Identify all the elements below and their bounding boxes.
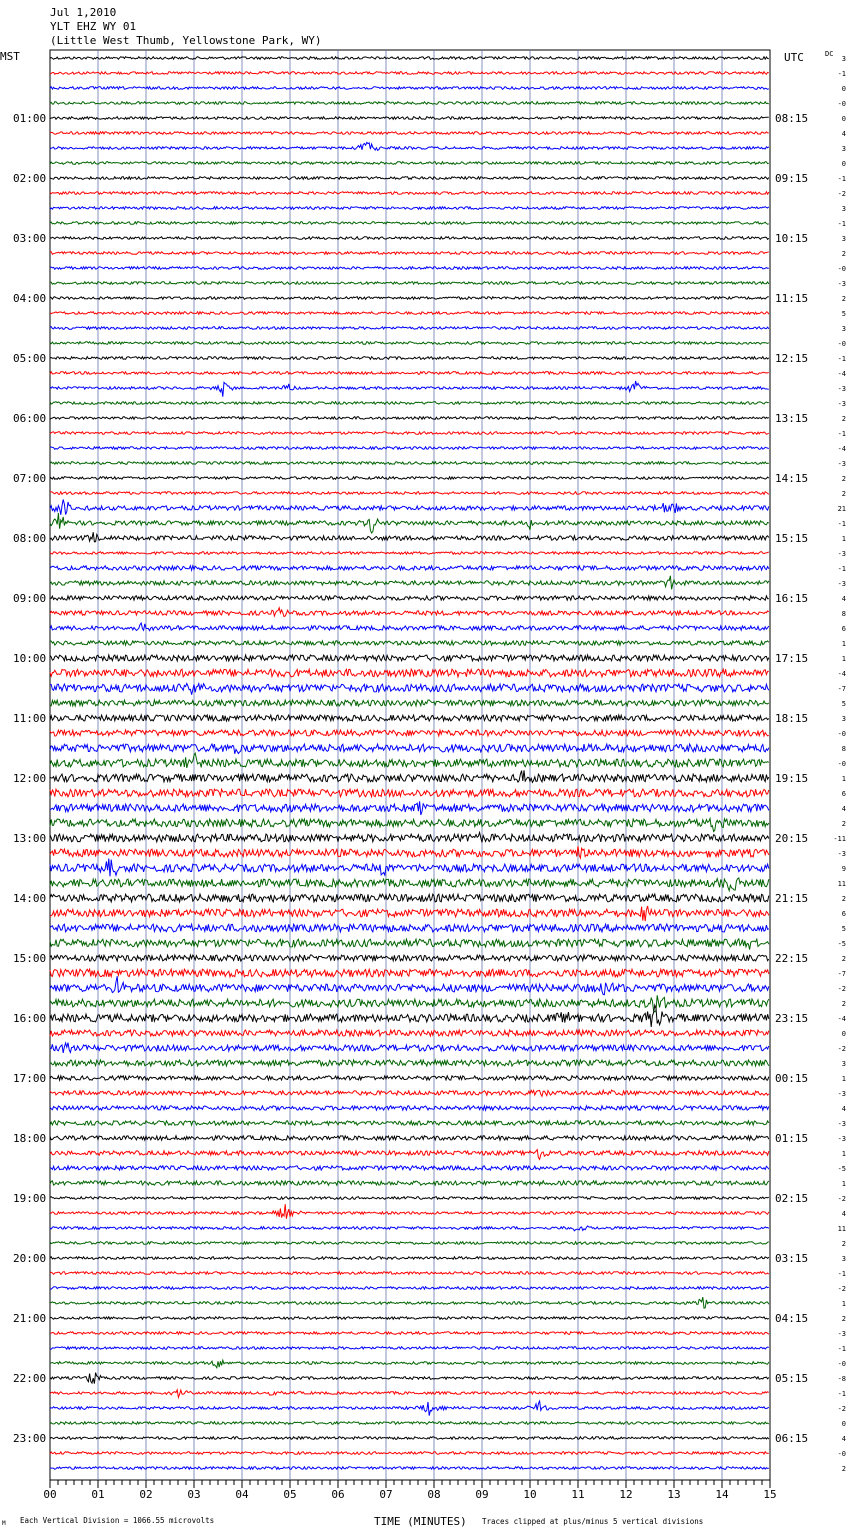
dc-offset-label: 1 [841, 640, 846, 648]
seismic-trace [50, 1422, 769, 1425]
utc-hour-label: 09:15 [775, 172, 809, 185]
x-tick-label: 13 [667, 1488, 681, 1501]
seismic-trace [50, 1060, 769, 1066]
seismic-trace [50, 859, 769, 877]
dc-offset-label: -0 [837, 100, 846, 108]
dc-offset-label: -8 [837, 1375, 846, 1383]
footer-scale: Each Vertical Division = 1066.55 microvolts [20, 1516, 215, 1525]
mst-hour-label: 09:00 [13, 592, 47, 605]
seismic-trace [50, 267, 769, 270]
seismic-trace [50, 117, 769, 120]
seismic-trace [50, 402, 769, 405]
dc-offset-label: 3 [841, 205, 846, 213]
mst-hour-label: 02:00 [13, 172, 47, 185]
seismic-trace [50, 142, 769, 150]
utc-hour-label: 05:15 [775, 1372, 809, 1385]
mst-hour-label: 23:00 [13, 1432, 47, 1445]
seismic-trace [50, 1005, 769, 1027]
utc-hour-label: 08:15 [775, 112, 809, 125]
mst-hour-label: 05:00 [13, 352, 47, 365]
dc-offset-label: 3 [841, 1255, 846, 1263]
utc-hour-label: 14:15 [775, 472, 809, 485]
dc-offset-label: 2 [841, 895, 846, 903]
seismic-trace [50, 207, 769, 210]
dc-offset-label: 4 [841, 805, 846, 813]
dc-offset-label: -0 [837, 265, 846, 273]
dc-offset-label: -4 [837, 1015, 846, 1023]
dc-offset-label: 0 [841, 1420, 846, 1428]
dc-offset-label: -3 [837, 1330, 846, 1338]
mst-hour-label: 04:00 [13, 292, 47, 305]
seismic-trace [50, 995, 769, 1012]
seismic-trace [50, 252, 769, 255]
mst-hour-label: 08:00 [13, 532, 47, 545]
dc-offset-label: -3 [837, 550, 846, 558]
seismic-trace [50, 1043, 769, 1053]
seismic-trace [50, 924, 769, 932]
seismic-trace [50, 342, 769, 345]
seismic-trace [50, 683, 769, 694]
dc-offset-label: -1 [837, 520, 846, 528]
seismic-trace [50, 500, 769, 515]
dc-offset-label: 2 [841, 490, 846, 498]
utc-hour-label: 17:15 [775, 652, 809, 665]
dc-offset-label: -0 [837, 760, 846, 768]
x-tick-label: 02 [139, 1488, 153, 1501]
mst-hour-label: 03:00 [13, 232, 47, 245]
mst-hour-label: 22:00 [13, 1372, 47, 1385]
x-tick-label: 14 [715, 1488, 729, 1501]
seismic-trace [50, 1467, 769, 1470]
mst-hour-label: 07:00 [13, 472, 47, 485]
utc-hour-label: 04:15 [775, 1312, 809, 1325]
seismic-trace [50, 700, 769, 706]
dc-offset-label: -0 [837, 1360, 846, 1368]
mst-hour-label: 10:00 [13, 652, 47, 665]
dc-offset-label: -5 [837, 1165, 846, 1173]
seismic-trace [50, 552, 769, 555]
dc-offset-label: -3 [837, 580, 846, 588]
mst-hour-label: 12:00 [13, 772, 47, 785]
mst-hour-label: 18:00 [13, 1132, 47, 1145]
seismic-trace [50, 576, 769, 590]
dc-label: DC [825, 50, 834, 58]
seismic-trace [50, 1347, 769, 1350]
seismic-trace [50, 1150, 769, 1160]
footer-clip-note: Traces clipped at plus/minus 5 vertical divisions [482, 1517, 704, 1526]
dc-offset-label: 2 [841, 955, 846, 963]
dc-offset-label: 11 [837, 880, 846, 888]
dc-offset-label: -3 [837, 280, 846, 288]
seismic-trace [50, 1437, 769, 1440]
right-axis-label: UTC [784, 51, 804, 64]
dc-offset-label: 1 [841, 535, 846, 543]
dc-offset-label: 2 [841, 475, 846, 483]
seismic-trace [50, 102, 769, 105]
seismic-trace [50, 801, 769, 815]
dc-offset-label: 4 [841, 595, 846, 603]
seismic-trace [50, 1360, 769, 1368]
utc-hour-label: 15:15 [775, 532, 809, 545]
dc-offset-label: -2 [837, 1195, 846, 1203]
seismic-trace [50, 1136, 769, 1140]
seismic-trace [50, 1272, 769, 1275]
utc-hour-label: 11:15 [775, 292, 809, 305]
dc-offset-label: 2 [841, 1000, 846, 1008]
x-tick-label: 04 [235, 1488, 249, 1501]
seismic-trace [50, 608, 769, 617]
dc-offset-label: -0 [837, 1450, 846, 1458]
utc-hour-label: 20:15 [775, 832, 809, 845]
seismic-trace [50, 669, 769, 677]
dc-offset-label: 2 [841, 1315, 846, 1323]
dc-offset-label: -1 [837, 1270, 846, 1278]
seismic-trace [50, 744, 769, 754]
utc-hour-label: 23:15 [775, 1012, 809, 1025]
seismic-trace [50, 1106, 769, 1110]
dc-offset-label: 3 [841, 55, 846, 63]
mst-hour-label: 15:00 [13, 952, 47, 965]
utc-hour-label: 13:15 [775, 412, 809, 425]
dc-offset-label: 4 [841, 1210, 846, 1218]
x-tick-label: 12 [619, 1488, 633, 1501]
utc-hour-label: 22:15 [775, 952, 809, 965]
x-tick-label: 10 [523, 1488, 537, 1501]
dc-offset-label: -3 [837, 400, 846, 408]
dc-offset-label: 6 [841, 625, 846, 633]
dc-offset-label: -1 [837, 1345, 846, 1353]
dc-offset-label: 0 [841, 160, 846, 168]
dc-offset-label: 21 [837, 505, 846, 513]
mst-hour-label: 16:00 [13, 1012, 47, 1025]
seismic-trace [50, 753, 769, 768]
dc-offset-label: -1 [837, 1390, 846, 1398]
dc-offset-label: -3 [837, 385, 846, 393]
dc-offset-label: -3 [837, 1135, 846, 1143]
seismic-trace [50, 976, 769, 995]
dc-offset-label: 5 [841, 925, 846, 933]
seismic-trace [50, 162, 769, 165]
seismic-trace [50, 1204, 769, 1219]
seismic-trace [50, 655, 769, 661]
header-date: Jul 1,2010 [50, 6, 117, 19]
dc-offset-label: -0 [837, 340, 846, 348]
mst-hour-label: 13:00 [13, 832, 47, 845]
seismic-trace [50, 1332, 769, 1335]
dc-offset-label: 3 [841, 325, 846, 333]
seismic-trace [50, 730, 769, 736]
utc-hour-label: 06:15 [775, 1432, 809, 1445]
dc-offset-label: 8 [841, 745, 846, 753]
seismic-trace [50, 906, 769, 921]
seismic-trace [50, 832, 769, 842]
dc-offset-label: -5 [837, 940, 846, 948]
x-tick-label: 06 [331, 1488, 345, 1501]
dc-offset-label: 1 [841, 1075, 846, 1083]
dc-offset-label: -3 [837, 460, 846, 468]
x-tick-label: 15 [763, 1488, 777, 1501]
left-axis-label: MST [0, 50, 20, 63]
seismic-trace [50, 1181, 769, 1185]
mst-hour-label: 06:00 [13, 412, 47, 425]
dc-offset-label: 3 [841, 145, 846, 153]
dc-offset-label: -2 [837, 1045, 846, 1053]
dc-offset-label: -7 [837, 685, 846, 693]
dc-offset-label: 2 [841, 415, 846, 423]
dc-offset-label: 3 [841, 235, 846, 243]
x-tick-label: 03 [187, 1488, 201, 1501]
seismic-trace [50, 177, 769, 180]
dc-offset-label: 5 [841, 310, 846, 318]
seismic-trace [50, 818, 769, 831]
traces [50, 57, 769, 1470]
seismic-trace [50, 641, 769, 645]
seismic-trace [50, 357, 769, 360]
seismic-trace [50, 1297, 769, 1308]
seismic-trace [50, 715, 769, 721]
seismic-trace [50, 596, 769, 600]
dc-offset-label: 4 [841, 130, 846, 138]
seismic-trace [50, 878, 769, 891]
dc-offset-label: -11 [833, 835, 846, 843]
seismic-trace [50, 1030, 769, 1036]
dc-offset-label: -1 [837, 565, 846, 573]
seismic-trace [50, 846, 769, 858]
dc-offset-label: 11 [837, 1225, 846, 1233]
x-axis-title: TIME (MINUTES) [374, 1515, 467, 1528]
dc-offset-label: -2 [837, 190, 846, 198]
x-tick-label: 05 [283, 1488, 297, 1501]
seismic-trace [50, 939, 769, 950]
dc-offset-label: 3 [841, 715, 846, 723]
dc-offset-label: 2 [841, 250, 846, 258]
utc-hour-label: 03:15 [775, 1252, 809, 1265]
seismic-trace [50, 623, 769, 631]
seismic-trace [50, 57, 769, 60]
x-axis [43, 1480, 776, 1501]
mst-hour-label: 01:00 [13, 112, 47, 125]
x-tick-label: 00 [43, 1488, 57, 1501]
header-location: (Little West Thumb, Yellowstone Park, WY) [50, 34, 322, 47]
seismic-trace [50, 1257, 769, 1260]
x-tick-label: 09 [475, 1488, 489, 1501]
dc-offset-label: 1 [841, 1300, 846, 1308]
seismic-trace [50, 1121, 769, 1125]
seismic-trace [50, 1166, 769, 1170]
seismic-trace [50, 566, 769, 570]
dc-offset-label: -4 [837, 445, 846, 453]
utc-hour-label: 21:15 [775, 892, 809, 905]
dc-offset-label: -0 [837, 730, 846, 738]
mst-hour-label: 21:00 [13, 1312, 47, 1325]
dc-offset-label: -3 [837, 1120, 846, 1128]
seismic-trace [50, 1373, 769, 1384]
x-tick-label: 11 [571, 1488, 585, 1501]
seismic-trace [50, 969, 769, 977]
dc-offset-label: 2 [841, 1240, 846, 1248]
seismic-trace [50, 1317, 769, 1320]
seismic-trace [50, 1401, 769, 1416]
utc-hour-label: 00:15 [775, 1072, 809, 1085]
seismic-trace [50, 1452, 769, 1455]
dc-offset-label: 6 [841, 910, 846, 918]
seismic-trace [50, 297, 769, 300]
x-tick-label: 01 [91, 1488, 105, 1501]
dc-offset-label: -3 [837, 1090, 846, 1098]
utc-hour-label: 19:15 [775, 772, 809, 785]
dc-offset-label: 5 [841, 700, 846, 708]
seismic-trace [50, 282, 769, 285]
dc-offset-label: -4 [837, 670, 846, 678]
seismic-trace [50, 1197, 769, 1200]
dc-offset-label: 1 [841, 655, 846, 663]
seismic-trace [50, 1287, 769, 1290]
seismic-trace [50, 955, 769, 961]
dc-offset-label: -2 [837, 1405, 846, 1413]
dc-offset-label: 1 [841, 1150, 846, 1158]
footer-corner: M [2, 1520, 6, 1527]
seismic-trace [50, 1076, 769, 1080]
seismic-trace [50, 72, 769, 75]
dc-offset-label: 6 [841, 790, 846, 798]
dc-offset-label: -1 [837, 430, 846, 438]
mst-hour-label: 11:00 [13, 712, 47, 725]
dc-offset-label: -1 [837, 70, 846, 78]
utc-hour-label: 10:15 [775, 232, 809, 245]
seismic-trace [50, 462, 769, 465]
seismic-trace [50, 1390, 769, 1398]
dc-offset-label: 0 [841, 115, 846, 123]
seismic-trace [50, 492, 769, 495]
dc-offset-label: 4 [841, 1105, 846, 1113]
dc-offset-label: 0 [841, 1030, 846, 1038]
utc-hour-label: 18:15 [775, 712, 809, 725]
seismic-trace [50, 417, 769, 420]
dc-offset-label: -2 [837, 985, 846, 993]
dc-offset-label: 2 [841, 820, 846, 828]
dc-offset-label: 1 [841, 1180, 846, 1188]
seismic-trace [50, 381, 769, 397]
x-tick-label: 07 [379, 1488, 393, 1501]
dc-offset-label: 1 [841, 775, 846, 783]
header-station: YLT EHZ WY 01 [50, 20, 137, 33]
dc-offset-label: -4 [837, 370, 846, 378]
seismic-trace [50, 447, 769, 450]
utc-hour-label: 01:15 [775, 1132, 809, 1145]
seismic-trace [50, 1242, 769, 1245]
seismic-trace [50, 789, 769, 797]
dc-offset-label: 3 [841, 1060, 846, 1068]
utc-hour-label: 16:15 [775, 592, 809, 605]
seismic-trace [50, 770, 769, 782]
dc-offset-label: 8 [841, 610, 846, 618]
dc-offset-label: 0 [841, 85, 846, 93]
utc-hour-label: 02:15 [775, 1192, 809, 1205]
seismic-trace [50, 312, 769, 315]
seismic-trace [50, 894, 769, 902]
seismic-trace [50, 513, 769, 533]
dc-offset-label: -7 [837, 970, 846, 978]
dc-offset-label: -3 [837, 850, 846, 858]
seismic-trace [50, 237, 769, 240]
mst-hour-label: 19:00 [13, 1192, 47, 1205]
seismic-trace [50, 1226, 769, 1231]
dc-offset-label: 9 [841, 865, 846, 873]
seismic-trace [50, 432, 769, 435]
seismic-trace [50, 372, 769, 375]
dc-offset-label: 4 [841, 1435, 846, 1443]
dc-offset-label: -1 [837, 175, 846, 183]
mst-hour-label: 14:00 [13, 892, 47, 905]
seismic-trace [50, 477, 769, 480]
dc-offset-label: -1 [837, 355, 846, 363]
mst-hour-label: 17:00 [13, 1072, 47, 1085]
dc-offset-label: 2 [841, 1465, 846, 1473]
dc-offset-label: 2 [841, 295, 846, 303]
x-tick-label: 08 [427, 1488, 441, 1501]
utc-hour-label: 12:15 [775, 352, 809, 365]
seismic-trace [50, 1090, 769, 1096]
seismic-trace [50, 192, 769, 195]
seismic-trace [50, 222, 769, 225]
seismic-trace [50, 132, 769, 135]
seismic-trace [50, 87, 769, 90]
dc-offset-label: -1 [837, 220, 846, 228]
mst-hour-label: 20:00 [13, 1252, 47, 1265]
seismic-trace [50, 532, 769, 542]
dc-offset-label: -2 [837, 1285, 846, 1293]
seismic-trace [50, 327, 769, 330]
